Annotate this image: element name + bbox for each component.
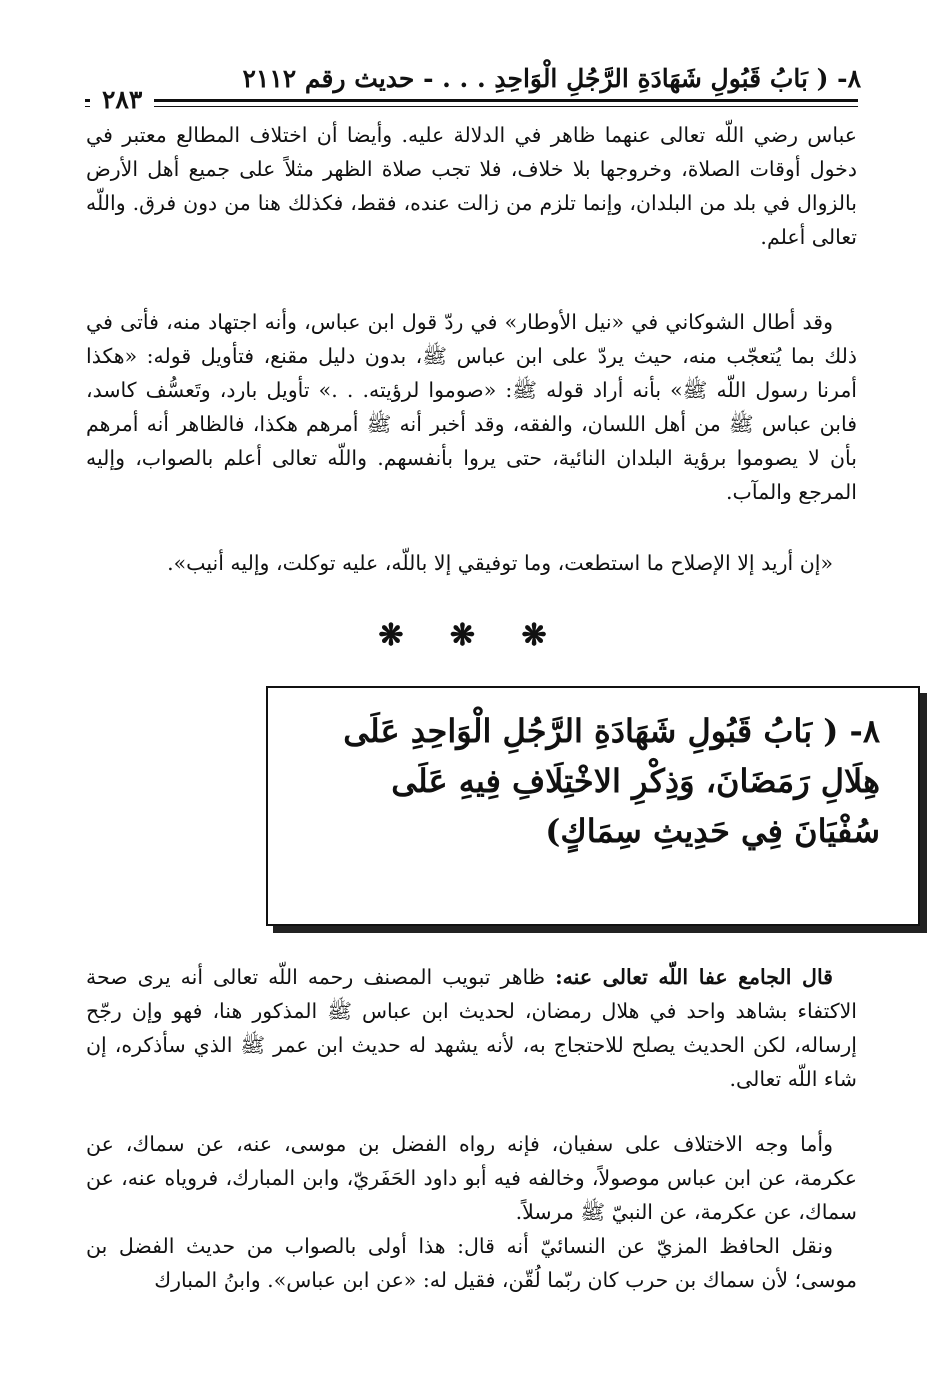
paragraph-shawkani	[86, 305, 857, 509]
chapter-heading-box	[266, 686, 920, 926]
section-divider: ❋ ❋ ❋	[378, 618, 565, 653]
paragraph-text: «إن أريد إلا الإصلاح ما استطعت، وما توفيقي إلا باللّه، عليه توكلت، وإليه أنيب».	[167, 551, 833, 575]
paragraph-text: ونقل الحافظ المزيّ عن النسائيّ أنه قال: هذا أولى بالصواب من حديث الفضل بن موسى؛ لأن سماك بن حرب كان ربّما لُقّن، فقيل له: «عن ابن عباس». وابنُ المبارك	[86, 1234, 857, 1292]
chapter-heading: ٨- ( بَابُ قَبُولِ شَهَادَةِ الرَّجُلِ الْوَاحِدِ عَلَى هِلَالِ رَمَضَانَ، وَذِكْرِ الاخْتِلَافِ فِيهِ عَلَى سُفْيَانَ فِي حَدِيثِ سِمَاكٍ)	[343, 712, 880, 850]
paragraph-body: ظاهر تبويب المصنف رحمه اللّه تعالى أنه يرى صحة الاكتفاء بشاهد واحد في هلال رمضان، لحديث ابن عباس ﷺ المذكور هنا، فهو وإن رجّح إرساله، لكن الحديث يصلح للاحتجاج به، لأنه يشهد له حديث ابن عمر ﷺ الذي سأذكره، إن شاء اللّه تعالى.	[86, 965, 857, 1091]
running-header	[82, 62, 861, 96]
running-title: ٨- ( بَابُ قَبُولِ شَهَادَةِ الرَّجُلِ الْوَاحِدِ . . . - حديث رقم ٢١١٢	[242, 64, 861, 93]
paragraph-text	[86, 960, 857, 1096]
header-rule-thick	[85, 99, 858, 102]
paragraph-mizzi-quote	[86, 1229, 857, 1297]
page-number: ٢٨٣	[90, 86, 154, 114]
paragraph-text: وأما وجه الاختلاف على سفيان، فإنه رواه الفضل بن موسى، عنه، عن سماك، عن عكرمة، عن ابن عباس موصولاً، وخالفه فيه أبو داود الحَفَريّ، وابن المبارك، فروياه عنه، عن سماك، عن عكرمة، عن النبيّ ﷺ مرسلاً.	[86, 1132, 857, 1224]
paragraph-quran-quote	[86, 546, 857, 580]
compiler-lead: قال الجامع عفا اللّه تعالى عنه:	[555, 965, 833, 989]
paragraph-continuation	[86, 118, 857, 254]
header-rule-thin	[85, 106, 858, 107]
paragraph-text: وقد أطال الشوكاني في «نيل الأوطار» في ردّ قول ابن عباس، وأنه اجتهاد منه، فأتى في ذلك بما يُتعجّب منه، حيث يردّ على ابن عباس ﷺ، بدون دليل مقنع، فتأويل قوله: «هكذا أمرنا رسول اللّه ﷺ» بأنه أراد قوله ﷺ: «صوموا لرؤيته. . .» تأويل بارد، وتَعسُّف كاسد، فابن عباس ﷺ من أهل اللسان، والفقه، وقد أخبر أنه ﷺ أمرهم هكذا، فالظاهر أنه أمرهم بأن لا يصوموا برؤية البلدان النائية، حتى يروا بأنفسهم. واللّه تعالى أعلم بالصواب، وإليه المرجع والمآب.	[86, 310, 857, 504]
paragraph-text: عباس رضي اللّه تعالى عنهما ظاهر في الدلالة عليه. وأيضا أن اختلاف المطالع معتبر في دخول أوقات الصلاة، وخروجها بلا خلاف، فلا تجب صلاة الظهر مثلاً على جميع أهل الأرض بالزوال في بلد من البلدان، وإنما تلزم من زالت عنده، فقط، فكذلك هنا من دون فرق. واللّه تعالى أعلم.	[86, 123, 857, 249]
paragraph-compiler-note	[86, 960, 857, 1096]
paragraph-narration-difference	[86, 1127, 857, 1229]
